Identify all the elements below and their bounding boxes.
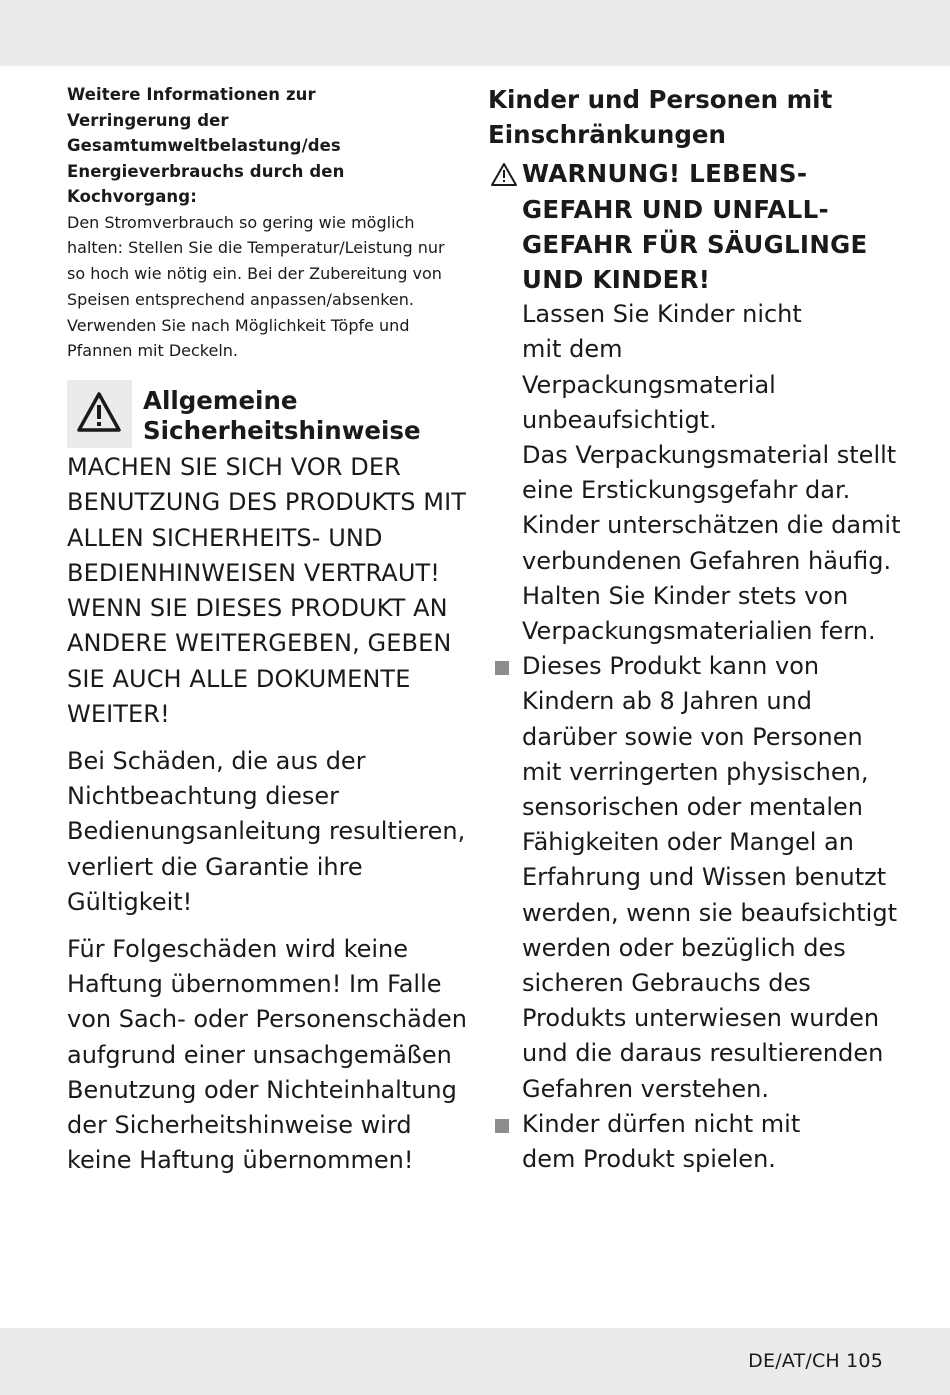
damage-paragraph: Bei Schäden, die aus der Nichtbeachtung dieser Bedienungsanleitung resultieren, verliert die Garantie ihre Gültigkeit! bbox=[67, 746, 466, 916]
bullet-list bbox=[488, 649, 908, 1177]
info-heading: Weitere Informationen zur Verringerung der Gesamtumweltbelastung/des Energieverbrauchs durch den Kochvorgang: bbox=[67, 85, 345, 206]
warning-title: WARNUNG! LEBENS- GEFAHR UND UNFALL- GEFAHR FÜR SÄUGLINGE UND KINDER! bbox=[522, 159, 868, 295]
list-item bbox=[488, 649, 908, 1107]
top-band bbox=[0, 0, 950, 66]
warning-block bbox=[488, 156, 908, 649]
safety-title-line2: Sicherheitshinweise bbox=[143, 416, 421, 446]
list-item bbox=[488, 1107, 908, 1177]
safety-header bbox=[67, 380, 467, 452]
bullet-text: Kinder dürfen nicht mit dem Produkt spielen. bbox=[522, 1109, 801, 1174]
bullet-square-icon bbox=[495, 1119, 509, 1133]
bullet-text: Dieses Produkt kann von Kindern ab 8 Jahren und darüber sowie von Personen mit verringerten physischen, sensorischen oder mentalen Fähigkeiten oder Mangel an Erfahrung und Wissen benutzt werden, wenn sie beaufsichtigt werden oder bezüglich des sicheren Gebrauchs des Produkts unterwiesen wurden und die daraus resultierenden Gefahren verstehen. bbox=[522, 652, 897, 1103]
bullet-square-icon bbox=[495, 661, 509, 675]
warning-box bbox=[67, 380, 132, 448]
safety-title bbox=[143, 386, 421, 446]
warning-text-2: Das Verpackungsmaterial stellt eine Erstickungsgefahr dar. Kinder unterschätzen die damit verbundenen Gefahren häufig. Halten Sie Kinder stets von Verpackungsmaterialien fern. bbox=[522, 441, 901, 646]
children-heading: Kinder und Personen mit Einschränkungen bbox=[488, 85, 833, 150]
left-column bbox=[67, 82, 467, 1178]
info-body: Den Stromverbrauch so gering wie möglich halten: Stellen Sie die Temperatur/Leistung nur so hoch wie nötig ein. Bei der Zubereitung von Speisen entsprechend anpassen/absenken. Verwenden Sie nach Möglichkeit Töpfe und Pfannen mit Deckeln. bbox=[67, 212, 445, 361]
caps-notice: MACHEN SIE SICH VOR DER BENUTZUNG DES PRODUKTS MIT ALLEN SICHERHEITS- UND BEDIENHINWEISEN VERTRAUT! WENN SIE DIESES PRODUKT AN ANDERE WEITERGEBEN, GEBEN SIE AUCH ALLE DOKUMENTE WEITER! bbox=[67, 453, 467, 728]
right-column bbox=[488, 82, 908, 1177]
warning-text-1: Lassen Sie Kinder nicht mit dem Verpackungsmaterial unbeaufsichtigt. bbox=[522, 300, 802, 434]
warning-triangle-icon bbox=[490, 162, 518, 187]
warning-triangle-icon bbox=[76, 391, 122, 433]
page-number: DE/AT/CH 105 bbox=[748, 1350, 883, 1372]
safety-title-line1: Allgemeine bbox=[143, 386, 298, 416]
liability-paragraph: Für Folgeschäden wird keine Haftung übernommen! Im Falle von Sach- oder Personenschäden aufgrund einer unsachgemäßen Benutzung oder Nichteinhaltung der Sicherheitshinweise wird keine Haftung übernommen! bbox=[67, 934, 467, 1175]
